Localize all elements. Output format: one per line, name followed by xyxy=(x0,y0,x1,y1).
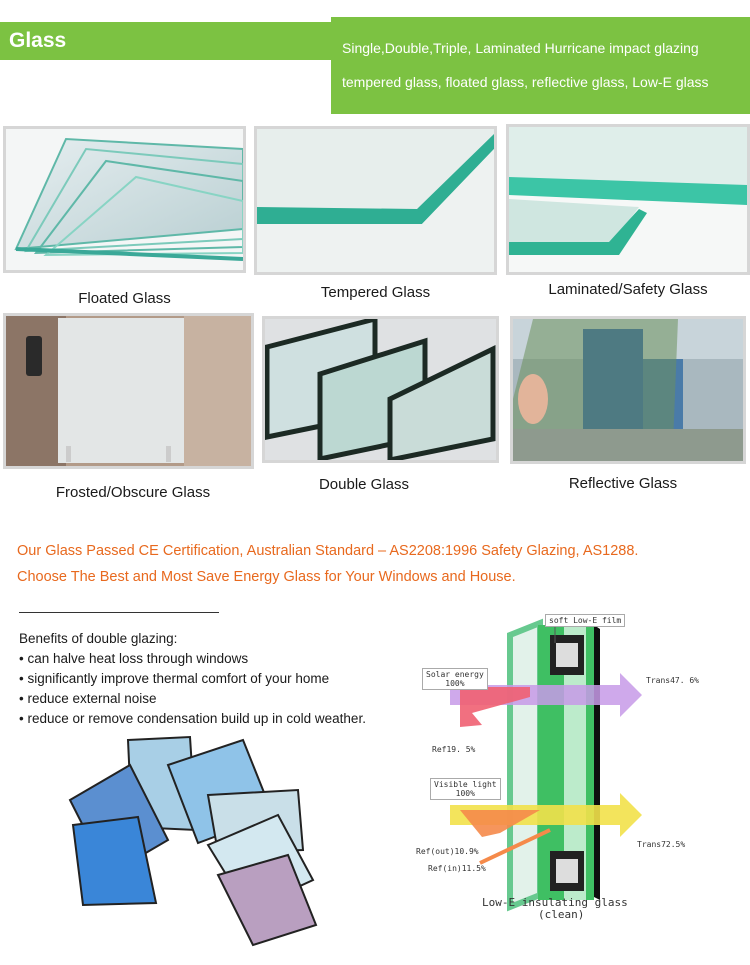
product-label-tempered: Tempered Glass xyxy=(320,284,431,301)
benefits-heading: Benefits of double glazing: xyxy=(19,631,178,646)
visible-light-text: Visible light xyxy=(434,780,497,789)
floated-glass-photo xyxy=(3,126,246,273)
divider xyxy=(19,612,219,613)
energy-saving-text: Choose The Best and Most Save Energy Glass for Your Windows and House. xyxy=(17,569,516,585)
certification-text: Our Glass Passed CE Certification, Australian Standard – AS2208:1996 Safety Glazing, AS1288. xyxy=(17,543,639,559)
page-title: Glass xyxy=(9,29,67,52)
double-glass-photo xyxy=(262,316,499,463)
tagline-line-1: Single,Double,Triple, Laminated Hurricane impact glazing xyxy=(342,40,699,56)
product-label-laminated: Laminated/Safety Glass xyxy=(548,281,708,298)
product-label-floated: Floated Glass xyxy=(78,290,171,307)
solar-transmission-label: Trans47. 6% xyxy=(646,676,699,685)
product-label-double: Double Glass xyxy=(318,476,410,493)
solar-reflection-label: Ref19. 5% xyxy=(432,745,476,754)
benefit-item: • significantly improve thermal comfort of your home xyxy=(19,671,330,686)
visible-light-percent: 100% xyxy=(455,789,475,798)
low-e-film-label: soft Low-E film xyxy=(545,614,625,627)
product-label-frosted: Frosted/Obscure Glass xyxy=(55,484,211,501)
benefit-item: • reduce or remove condensation build up in cold weather. xyxy=(19,711,366,726)
header-tagline-box xyxy=(331,17,750,114)
visible-transmission-label: Trans72.5% xyxy=(637,840,686,849)
low-e-glass-diagram xyxy=(410,605,720,925)
outer-reflection-label: Ref(out)10.9% xyxy=(416,847,479,856)
tempered-glass-photo xyxy=(254,126,497,275)
visible-light-label xyxy=(430,778,501,800)
solar-energy-text: Solar energy xyxy=(426,670,484,679)
reflective-glass-photo xyxy=(510,316,746,464)
inner-reflection-label: Ref(in)11.5% xyxy=(428,864,486,873)
laminated-glass-photo xyxy=(506,124,750,275)
frosted-glass-photo xyxy=(3,313,254,469)
tagline-line-2: tempered glass, floated glass, reflective glass, Low-E glass xyxy=(342,74,709,90)
solar-energy-label xyxy=(422,668,488,690)
solar-energy-percent: 100% xyxy=(445,679,465,688)
diagram-caption-note: (clean) xyxy=(538,908,585,921)
benefit-item: • reduce external noise xyxy=(19,691,157,706)
product-label-reflective: Reflective Glass xyxy=(568,475,678,492)
benefit-item: • can halve heat loss through windows xyxy=(19,651,249,666)
tinted-glass-samples-image xyxy=(68,735,318,950)
diagram-caption: Low-E insulating glass xyxy=(482,896,628,909)
